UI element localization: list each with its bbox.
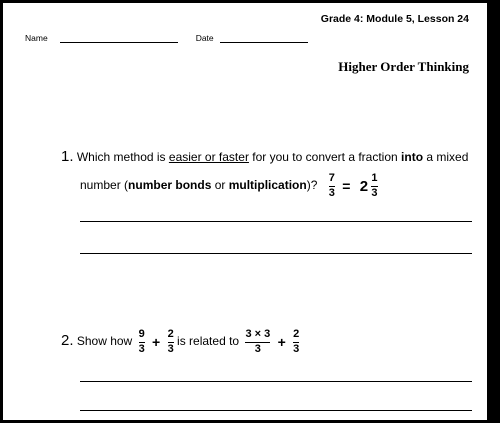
q1-bold-text: number bonds xyxy=(128,178,212,193)
fraction-2-3 xyxy=(168,329,174,355)
worksheet-page xyxy=(3,3,487,420)
plus-sign: + xyxy=(152,334,161,351)
date-blank[interactable] xyxy=(220,33,308,43)
grade-module-lesson: Grade 4: Module 5, Lesson 24 xyxy=(320,13,469,25)
mixed-whole-number: 2 xyxy=(359,177,369,195)
q1-underlined-text: easier or faster xyxy=(168,150,249,164)
fraction-2-3-second xyxy=(293,329,299,355)
fraction-denominator: 3 xyxy=(254,342,261,355)
q1-bold-text: multiplication xyxy=(228,178,307,193)
q2-text: Show how xyxy=(76,334,133,349)
fraction-3x3-3 xyxy=(245,329,270,355)
question-1-line-1 xyxy=(61,149,468,164)
section-title: Higher Order Thinking xyxy=(338,59,469,74)
name-date-row xyxy=(25,33,308,43)
q1-text: Which method is xyxy=(76,150,169,164)
equals-sign: = xyxy=(342,178,351,195)
q1-text: for you to convert a fraction xyxy=(248,150,402,164)
fraction-1-3 xyxy=(371,173,377,199)
fraction-numerator: 2 xyxy=(293,328,300,340)
fraction-numerator: 9 xyxy=(138,328,145,340)
fraction-denominator: 3 xyxy=(328,186,335,199)
fraction-denominator: 3 xyxy=(138,342,145,355)
question-2-number: 2. xyxy=(61,332,74,350)
fraction-numerator: 2 xyxy=(167,328,174,340)
fraction-numerator: 3 × 3 xyxy=(245,328,271,340)
q1-bold-text: into xyxy=(401,150,424,164)
fraction-numerator: 7 xyxy=(328,172,335,184)
fraction-denominator: 3 xyxy=(167,342,174,355)
q1-text: or xyxy=(211,178,229,193)
fraction-numerator: 1 xyxy=(371,172,378,184)
name-label: Name xyxy=(25,33,48,43)
date-label: Date xyxy=(195,33,214,43)
fraction-7-3 xyxy=(329,173,335,199)
fraction-denominator: 3 xyxy=(293,342,300,355)
fraction-denominator: 3 xyxy=(371,186,378,199)
answer-line-q1-1[interactable] xyxy=(80,221,472,222)
question-1-line-2 xyxy=(80,173,378,199)
answer-line-q2-2[interactable] xyxy=(80,410,472,411)
q2-text: is related to xyxy=(177,334,240,349)
q1-text: a mixed xyxy=(423,150,469,164)
fraction-9-3 xyxy=(139,329,145,355)
question-2 xyxy=(61,329,299,355)
q1-text: number ( xyxy=(80,178,129,193)
answer-line-q2-1[interactable] xyxy=(80,381,472,382)
answer-line-q1-2[interactable] xyxy=(80,253,472,254)
name-blank[interactable] xyxy=(60,33,178,43)
question-1-number: 1. xyxy=(61,148,74,165)
q1-text: )? xyxy=(306,178,318,193)
plus-sign: + xyxy=(277,334,286,351)
